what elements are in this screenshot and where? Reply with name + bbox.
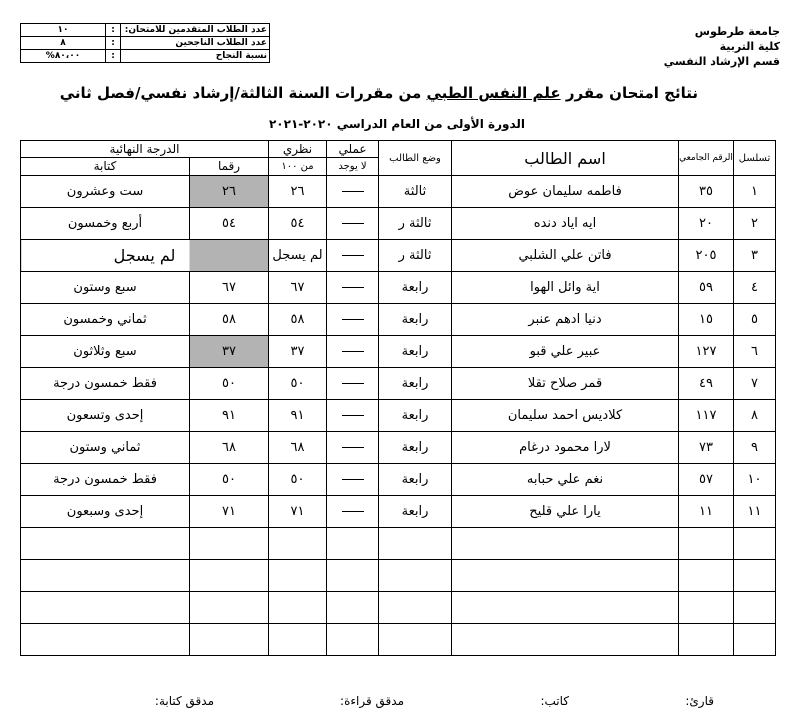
faculty-name: كلية التربية [719, 40, 780, 53]
student-name-cell: اية وائل الهوا [452, 272, 679, 304]
theory-cell: ٥٨ [269, 304, 327, 336]
table-row [21, 368, 776, 400]
final-grade-number-cell: ٦٨ [190, 432, 269, 464]
final-grade-merged-cell: لم يسجل [21, 240, 269, 272]
theory-cell: ٥٤ [269, 208, 327, 240]
empty-cell [734, 560, 776, 592]
title-suffix: من مقررات السنة الثالثة/إرشاد نفسي/فصل ثاني [59, 84, 422, 102]
final-grade-number-cell: ٥٠ [190, 368, 269, 400]
serial-cell: ١ [734, 176, 776, 208]
stats-row [21, 24, 270, 37]
empty-cell [679, 528, 734, 560]
serial-cell: ٣ [734, 240, 776, 272]
header-final-number: رقما [190, 158, 269, 176]
student-status-cell: رابعة [379, 464, 452, 496]
exam-session: الدورة الأولى من العام الدراسي ٢٠٢٠-٢٠٢١ [268, 117, 526, 131]
student-status-cell: رابعة [379, 496, 452, 528]
table-row [21, 176, 776, 208]
final-grade-number-cell: ٢٦ [190, 176, 269, 208]
results-table [20, 140, 776, 656]
final-grade-number-cell: ٧١ [190, 496, 269, 528]
final-grade-words-cell: ست وعشرون [21, 176, 190, 208]
empty-cell [452, 560, 679, 592]
final-grade-number-cell: ٦٧ [190, 272, 269, 304]
dash-mark [342, 383, 364, 384]
university-no-cell: ٥٧ [679, 464, 734, 496]
university-no-cell: ٤٩ [679, 368, 734, 400]
empty-row [21, 560, 776, 592]
department-name: قسم الإرشاد النفسي [663, 55, 780, 68]
final-grade-number-cell: ٩١ [190, 400, 269, 432]
practical-cell [327, 368, 379, 400]
empty-cell [21, 528, 190, 560]
empty-cell [190, 592, 269, 624]
passed-value: ٨ [21, 37, 106, 50]
student-status-cell: رابعة [379, 432, 452, 464]
serial-cell: ٥ [734, 304, 776, 336]
final-grade-words-cell: فقط خمسون درجة [21, 368, 190, 400]
dash-mark [342, 287, 364, 288]
final-grade-words-cell: أربع وخمسون [21, 208, 190, 240]
university-no-cell: ٣٥ [679, 176, 734, 208]
empty-cell [679, 560, 734, 592]
header-serial: تسلسل [734, 141, 776, 176]
stats-separator: : [106, 37, 121, 50]
final-grade-words-cell: فقط خمسون درجة [21, 464, 190, 496]
stats-box [20, 23, 270, 63]
empty-cell [21, 624, 190, 656]
empty-cell [734, 624, 776, 656]
empty-cell [379, 624, 452, 656]
dash-mark [342, 255, 364, 256]
header-name: اسم الطالب [452, 141, 679, 176]
practical-cell [327, 432, 379, 464]
empty-cell [452, 592, 679, 624]
dash-mark [342, 511, 364, 512]
empty-cell [452, 528, 679, 560]
university-no-cell: ٥٩ [679, 272, 734, 304]
dash-mark [342, 415, 364, 416]
empty-cell [269, 560, 327, 592]
university-no-cell: ٢٠٥ [679, 240, 734, 272]
header-final-words: كتابة [21, 158, 190, 176]
empty-row [21, 624, 776, 656]
student-name-cell: كلاديس احمد سليمان [452, 400, 679, 432]
institution-block [664, 24, 780, 69]
table-row [21, 464, 776, 496]
theory-cell: ٩١ [269, 400, 327, 432]
student-status-cell: رابعة [379, 400, 452, 432]
writer-label: كاتب: [540, 694, 569, 708]
header-theory-sub: من ١٠٠ [269, 158, 327, 176]
student-status-cell: رابعة [379, 368, 452, 400]
theory-cell: ٥٠ [269, 464, 327, 496]
dash-mark [342, 319, 364, 320]
theory-cell: ٢٦ [269, 176, 327, 208]
theory-cell: ٥٠ [269, 368, 327, 400]
final-grade-words-cell: سبع وثلاثون [21, 336, 190, 368]
dash-mark [342, 479, 364, 480]
header-university-no: الرقم الجامعي [679, 141, 734, 176]
university-name: جامعة طرطوس [694, 25, 780, 38]
empty-cell [21, 560, 190, 592]
empty-cell [734, 592, 776, 624]
reader-label: قارئ: [685, 694, 714, 708]
theory-cell: ٦٧ [269, 272, 327, 304]
stats-separator: : [106, 24, 121, 37]
university-no-cell: ١١ [679, 496, 734, 528]
stats-separator: : [106, 50, 121, 63]
table-row [21, 272, 776, 304]
table-row [21, 432, 776, 464]
theory-cell: ٣٧ [269, 336, 327, 368]
title-prefix: نتائج امتحان مقرر [565, 84, 698, 102]
theory-cell: لم يسجل [269, 240, 327, 272]
final-grade-number-cell: ٥٤ [190, 208, 269, 240]
student-status-cell: رابعة [379, 272, 452, 304]
student-name-cell: يارا علي قليح [452, 496, 679, 528]
stats-row [21, 37, 270, 50]
dash-mark [342, 191, 364, 192]
applicants-value: ١٠ [21, 24, 106, 37]
empty-cell [679, 592, 734, 624]
university-no-cell: ٢٠ [679, 208, 734, 240]
dash-mark [342, 223, 364, 224]
practical-cell [327, 304, 379, 336]
serial-cell: ٧ [734, 368, 776, 400]
final-grade-words-cell: ثماني وستون [21, 432, 190, 464]
empty-cell [190, 560, 269, 592]
final-grade-number-cell: ٥٨ [190, 304, 269, 336]
empty-cell [734, 528, 776, 560]
student-status-cell: رابعة [379, 336, 452, 368]
student-status-cell: ثالثة ر [379, 208, 452, 240]
final-grade-words-cell: سبع وستون [21, 272, 190, 304]
empty-row [21, 592, 776, 624]
practical-cell [327, 240, 379, 272]
serial-cell: ١١ [734, 496, 776, 528]
university-no-cell: ١٥ [679, 304, 734, 336]
table-row [21, 240, 776, 272]
university-no-cell: ١٢٧ [679, 336, 734, 368]
serial-cell: ١٠ [734, 464, 776, 496]
header-final: الدرجة النهائية [21, 141, 269, 158]
student-status-cell: ثالثة ر [379, 240, 452, 272]
theory-cell: ٧١ [269, 496, 327, 528]
serial-cell: ٦ [734, 336, 776, 368]
practical-cell [327, 272, 379, 304]
empty-cell [327, 624, 379, 656]
course-name: علم النفس الطبي [426, 84, 561, 102]
empty-cell [269, 592, 327, 624]
empty-cell [269, 528, 327, 560]
student-name-cell: عبير علي قبو [452, 336, 679, 368]
student-name-cell: قمر صلاح تقلا [452, 368, 679, 400]
table-row [21, 400, 776, 432]
page-title [60, 84, 698, 102]
practical-cell [327, 176, 379, 208]
table-row [21, 208, 776, 240]
practical-cell [327, 464, 379, 496]
practical-cell [327, 496, 379, 528]
dash-mark [342, 447, 364, 448]
practical-cell [327, 336, 379, 368]
table-row [21, 496, 776, 528]
empty-cell [21, 592, 190, 624]
student-status-cell: رابعة [379, 304, 452, 336]
empty-cell [269, 624, 327, 656]
empty-cell [327, 528, 379, 560]
stats-row [21, 50, 270, 63]
table-row [21, 304, 776, 336]
student-name-cell: ايه اياد دنده [452, 208, 679, 240]
passed-label: عدد الطلاب الناجحين [121, 37, 270, 50]
student-name-cell: نغم علي حبابه [452, 464, 679, 496]
serial-cell: ٨ [734, 400, 776, 432]
pass-rate-label: نسبة النجاح [121, 50, 270, 63]
reading-checker-label: مدقق قراءة: [340, 694, 404, 708]
empty-cell [452, 624, 679, 656]
empty-cell [190, 528, 269, 560]
results-body [21, 176, 776, 656]
empty-cell [327, 560, 379, 592]
student-name-cell: فاتن علي الشلبي [452, 240, 679, 272]
university-no-cell: ٧٣ [679, 432, 734, 464]
header-theory: نظري [269, 141, 327, 158]
serial-cell: ٩ [734, 432, 776, 464]
serial-cell: ٢ [734, 208, 776, 240]
practical-cell [327, 208, 379, 240]
empty-cell [379, 592, 452, 624]
final-grade-words-cell: إحدى وسبعون [21, 496, 190, 528]
empty-cell [327, 592, 379, 624]
writing-checker-label: مدقق كتابة: [154, 694, 214, 708]
empty-cell [190, 624, 269, 656]
serial-cell: ٤ [734, 272, 776, 304]
theory-cell: ٦٨ [269, 432, 327, 464]
empty-cell [379, 560, 452, 592]
student-name-cell: فاطمه سليمان عوض [452, 176, 679, 208]
final-grade-words-cell: إحدى وتسعون [21, 400, 190, 432]
final-grade-number-cell: ٣٧ [190, 336, 269, 368]
student-status-cell: ثالثة [379, 176, 452, 208]
header-row [21, 141, 776, 158]
dash-mark [342, 351, 364, 352]
empty-row [21, 528, 776, 560]
pass-rate-value: %٨٠،٠٠ [21, 50, 106, 63]
applicants-label: عدد الطلاب المتقدمين للامتحان: [121, 24, 270, 37]
final-grade-number-cell: ٥٠ [190, 464, 269, 496]
header-practical: عملي [327, 141, 379, 158]
student-name-cell: لارا محمود درغام [452, 432, 679, 464]
empty-cell [379, 528, 452, 560]
final-grade-words-cell: ثماني وخمسون [21, 304, 190, 336]
university-no-cell: ١١٧ [679, 400, 734, 432]
practical-cell [327, 400, 379, 432]
header-practical-sub: لا يوجد [327, 158, 379, 176]
empty-cell [679, 624, 734, 656]
table-row [21, 336, 776, 368]
student-name-cell: دنيا ادهم عنبر [452, 304, 679, 336]
header-status: وضع الطالب [379, 141, 452, 176]
